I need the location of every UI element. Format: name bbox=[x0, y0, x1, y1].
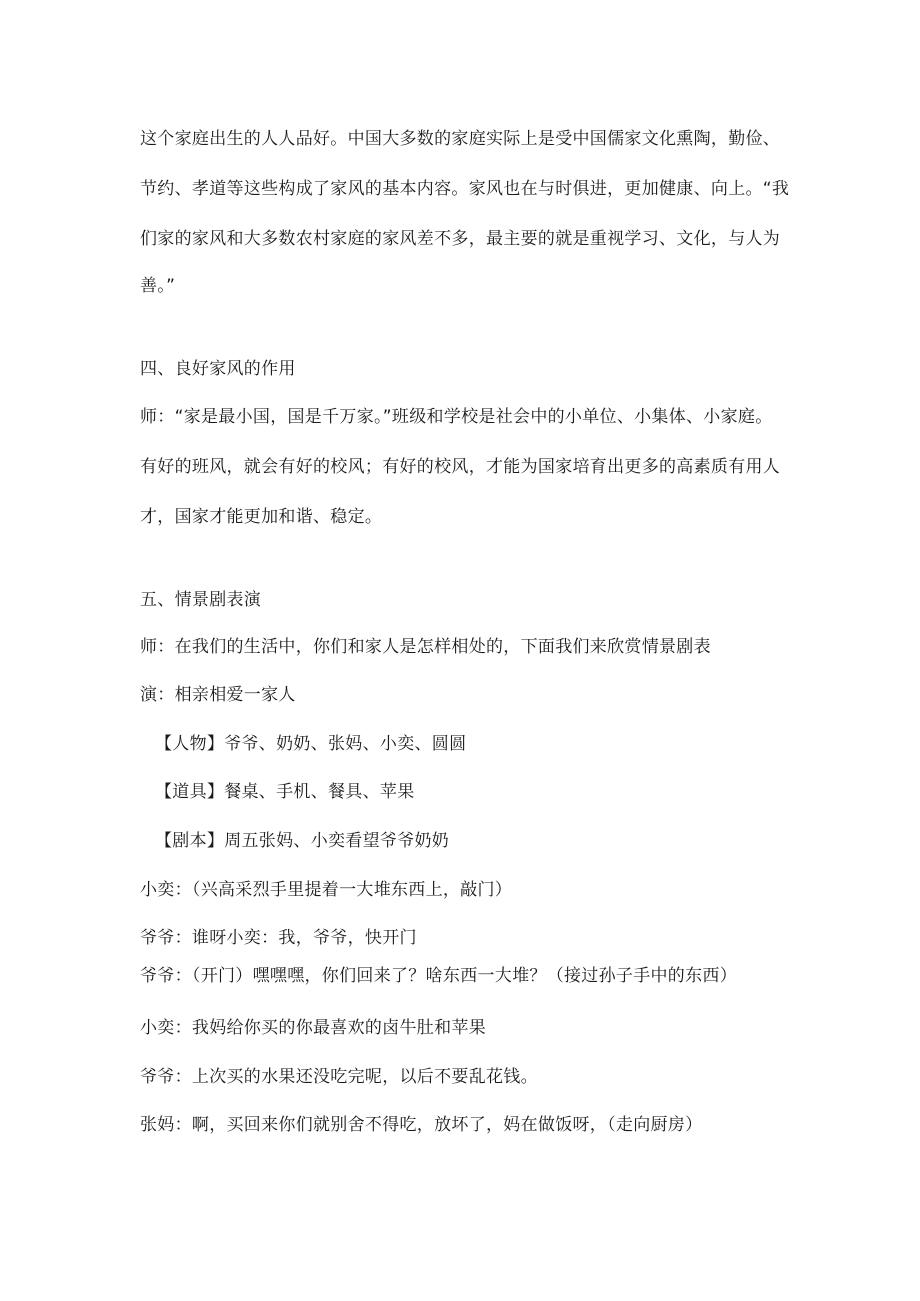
paragraph-line: 才，国家才能更加和谐、稳定。 bbox=[140, 507, 383, 527]
paragraph-line: 师：“家是最小国，国是千万家。”班级和学校是社会中的小单位、小集体、小家庭。 bbox=[140, 407, 773, 427]
section-heading: 四、良好家风的作用 bbox=[140, 359, 296, 379]
script-meta-line: 【道具】餐桌、手机、餐具、苹果 bbox=[155, 782, 415, 802]
paragraph-line: 们家的家风和大多数农村家庭的家风差不多，最主要的就是重视学习、文化，与人为 bbox=[140, 229, 781, 249]
dialogue-line: 爷爷：谁呀小奕：我，爷爷，快开门 bbox=[140, 928, 417, 948]
paragraph-line: 这个家庭出生的人人品好。中国大多数的家庭实际上是受中国儒家文化熏陶，勤俭、 bbox=[140, 129, 781, 149]
section-heading: 五、情景剧表演 bbox=[140, 590, 262, 610]
dialogue-line: 张妈：啊，买回来你们就别舍不得吃，放坏了，妈在做饭呀，（走向厨房） bbox=[140, 1115, 703, 1135]
dialogue-line: 小奕：我妈给你买的你最喜欢的卤牛肚和苹果 bbox=[140, 1018, 486, 1038]
dialogue-line: 爷爷：上次买的水果还没吃完呢，以后不要乱花钱。 bbox=[140, 1067, 538, 1087]
dialogue-line: 爷爷：（开门）嘿嘿嘿，你们回来了？啥东西一大堆？（接过孙子手中的东西） bbox=[140, 966, 737, 986]
script-meta-line: 【人物】爷爷、奶奶、张妈、小奕、圆圆 bbox=[155, 734, 467, 754]
paragraph-line: 演：相亲相爱一家人 bbox=[140, 685, 296, 705]
script-meta-line: 【剧本】周五张妈、小奕看望爷爷奶奶 bbox=[155, 831, 450, 851]
paragraph-line: 善。” bbox=[140, 276, 176, 296]
paragraph-line: 师：在我们的生活中，你们和家人是怎样相处的，下面我们来欣赏情景剧表 bbox=[140, 637, 711, 657]
dialogue-line: 小奕：（兴高采烈手里提着一大堆东西上，敲门） bbox=[140, 880, 513, 900]
paragraph-line: 有好的班风，就会有好的校风；有好的校风，才能为国家培育出更多的高素质有用人 bbox=[140, 457, 781, 477]
paragraph-line: 节约、孝道等这些构成了家风的基本内容。家风也在与时俱进，更加健康、向上。“我 bbox=[140, 179, 790, 199]
